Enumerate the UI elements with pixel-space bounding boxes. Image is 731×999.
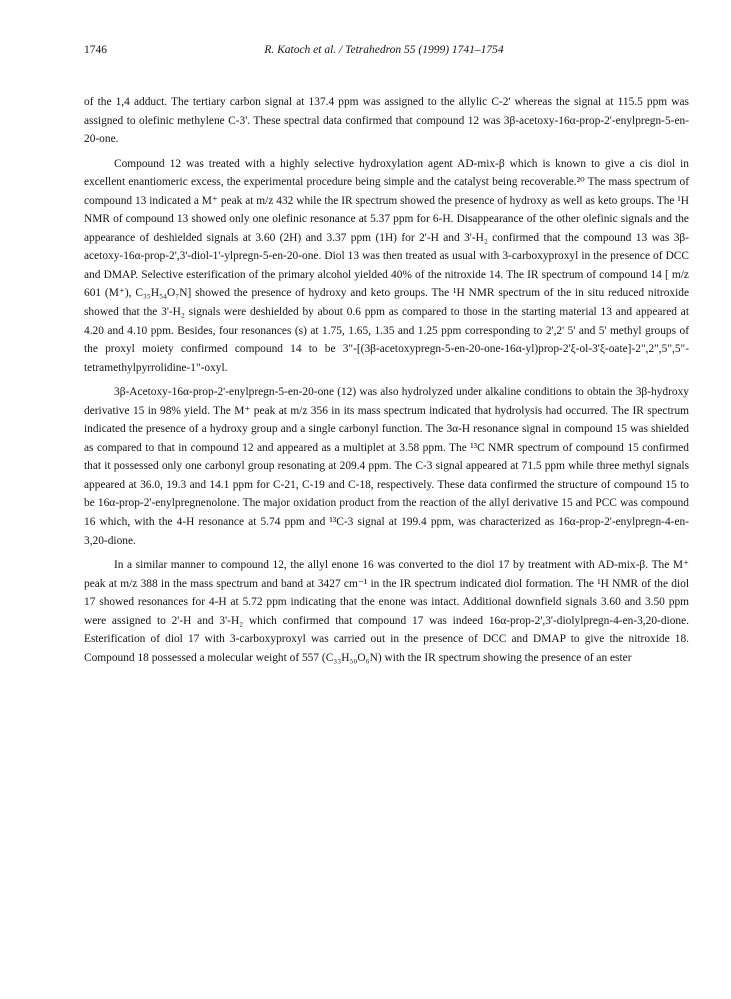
paragraph-3: 3β-Acetoxy-16α-prop-2'-enylpregn-5-en-20-one (12) was also hydrolyzed under alkaline conditions to obtain the 3β-hydroxy derivative 15 in 98% yield. The M⁺ peak at m/z 356 in its mass spectrum indicated that hydrolysis had occurred. The IR spectrum indicated the presence of a hydroxy group and a single carbonyl function. The 3α-H resonance signal in compound 15 was shielded as compared to that in compound 12 and appeared as a multiplet at 3.58 ppm. The ¹³C NMR spectrum of compound 15 confirmed that it possessed only one carbonyl group resonating at 209.4 ppm. The C-3 signal appeared at 71.5 ppm while three methyl signals appeared at 36.0, 19.3 and 14.1 ppm for C-21, C-19 and C-18, respectively. These data confirmed the structure of compound 15 to be 16α-prop-2'-enylpregnenolone. The major oxidation product from the reaction of the allyl derivative 15 and PCC was compound 16 which, with the 4-H resonance at 5.74 ppm and ¹³C-3 signal at 199.4 ppm, was characterized as 16α-prop-2'-enylpregn-4-en-3,20-dione.: [84, 386, 689, 547]
page-header: [84, 44, 684, 60]
paragraph-4: In a similar manner to compound 12, the allyl enone 16 was converted to the diol 17 by treatment with AD-mix-β. The M⁺ peak at m/z 388 in the mass spectrum and band at 3427 cm⁻¹ in the IR spectrum indicated diol formation. The ¹H NMR of the diol 17 showed resonances for 4-H at 5.72 ppm indicating that the enone was intact. Additional downfield signals 3.60 and 3.50 ppm were assigned to 2'-H and 3'-H₂ which confirmed that compound 17 was indeed 16α-prop-2',3'-diolylpregn-4-en-3,20-dione. Esterification of diol 17 with 3-carboxyproxyl was carried out in the presence of DCC and DMAP to give the nitroxide 18. Compound 18 possessed a molecular weight of 557 (C₃₃H₅₀O₆N) with the IR spectrum showing the presence of an ester: [84, 559, 689, 664]
article-body: [84, 93, 689, 667]
paragraph-1: of the 1,4 adduct. The tertiary carbon signal at 137.4 ppm was assigned to the allylic C-2' whereas the signal at 115.5 ppm was assigned to olefinic methylene C-3'. These spectral data confirmed that compound 12 was 3β-acetoxy-16α-prop-2'-enylpregn-5-en-20-one.: [84, 96, 689, 146]
paragraph-2: Compound 12 was treated with a highly selective hydroxylation agent AD-mix-β which is known to give a cis diol in excellent enantiomeric excess, the experimental procedure being simple and the catalyst being recoverable.²⁰ The mass spectrum of compound 13 indicated a M⁺ peak at m/z 432 while the IR spectrum showed the presence of hydroxy as well as keto groups. The ¹H NMR of compound 13 showed only one olefinic resonance at 5.37 ppm for 6-H. Disappearance of the other olefinic signals and the appearance of deshielded signals at 3.60 (2H) and 3.37 ppm (1H) for 2'-H and 3'-H₂ confirmed that the compound 13 was 3β-acetoxy-16α-prop-2',3'-diol-1'-ylpregn-5-en-20-one. Diol 13 was then treated as usual with 3-carboxyproxyl in the presence of DCC and DMAP. Selective esterification of the primary alcohol yielded 40% of the nitroxide 14. The IR spectrum of compound 14 [ m/z 601 (M⁺), C₃₅H₅₄O₇N] showed the presence of hydroxy and keto groups. The ¹H NMR spectrum of the in situ reduced nitroxide showed that the 3'-H₂ signals were deshielded by about 0.6 ppm as compared to those in the starting material 13 and appeared at 4.20 and 4.10 ppm. Besides, four resonances (s) at 1.75, 1.65, 1.35 and 1.25 ppm corresponding to 2',2' 5' and 5' methyl groups of the proxyl moiety confirmed compound 14 to be 3"-[(3β-acetoxypregn-5-en-20-one-16α-yl)prop-2'ξ-ol-3'ξ-oate]-2",2",5",5"-tetramethylpyrrolidine-1"-oxyl.: [84, 157, 689, 374]
page-number: 1746: [84, 44, 107, 56]
running-head: R. Katoch et al. / Tetrahedron 55 (1999) 1741–1754: [264, 44, 504, 56]
